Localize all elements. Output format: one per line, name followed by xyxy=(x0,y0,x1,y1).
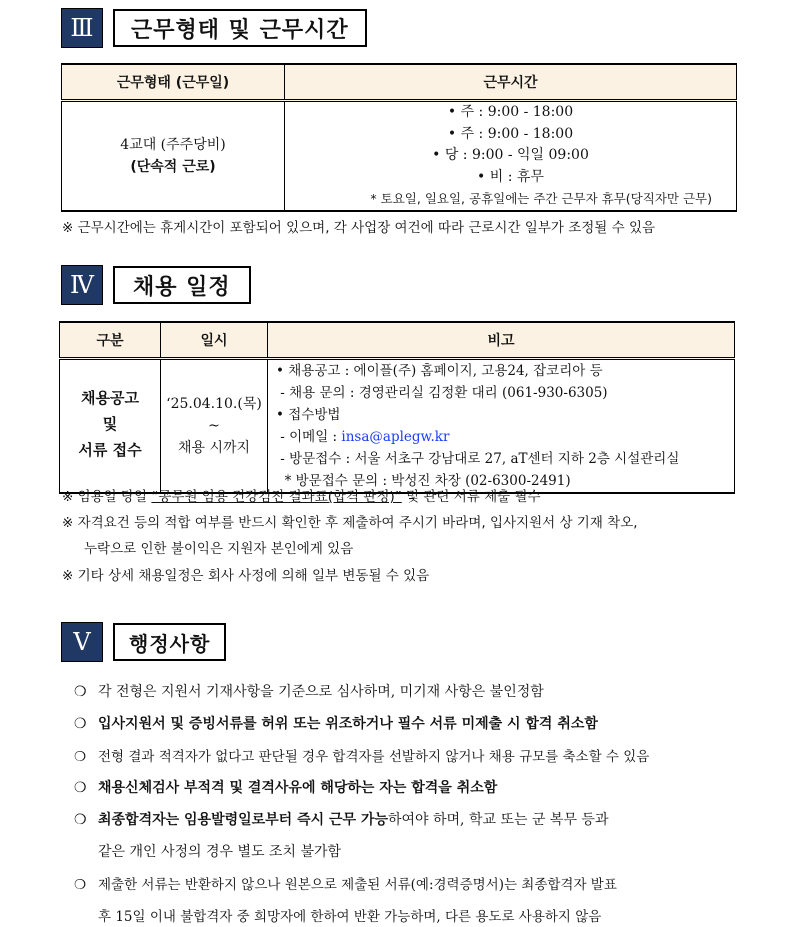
section-title: 채용 일정 xyxy=(113,266,251,304)
schedule-table xyxy=(59,321,735,494)
admin-item: ❍ 각 전형은 지원서 기재사항을 기준으로 심사하며, 미기재 사항은 불인정함 xyxy=(74,684,544,700)
admin-item: ❍ 전형 결과 적격자가 없다고 판단될 경우 합격자를 선발하지 않거나 채용 규모를 축소할 수 있음 xyxy=(74,749,650,765)
remark-line: • 접수방법 xyxy=(276,407,341,423)
bullet-icon: ❍ xyxy=(74,877,87,893)
category-text: 채용공고 xyxy=(81,389,139,407)
section-numeral: Ⅳ xyxy=(61,265,103,305)
bullet-icon: ❍ xyxy=(74,716,87,732)
remark-line: * 방문접수 문의 : 박성진 차장 (02-6300-2491) xyxy=(276,473,571,489)
header-cell: 일시 xyxy=(161,322,268,359)
remark-line: - 방문접수 : 서울 서초구 강남대로 27, aT센터 지하 2층 시설관리실 xyxy=(276,451,680,467)
bullet-icon: ❍ xyxy=(74,812,87,828)
work-hours-table xyxy=(61,63,737,212)
date-text: ‘25.04.10.(목) xyxy=(166,396,262,412)
header-cell: 구분 xyxy=(60,322,161,359)
hours-line: • 주 : 9:00 - 18:00 xyxy=(447,104,574,120)
remark-line: • 채용공고 : 에이플(주) 홈페이지, 고용24, 잡코리아 등 xyxy=(276,363,603,379)
note: ※ 임용일 당일 “공무원 임용 건강검진 결과표(합격 판정)” 및 관련 서류 제출 필수 xyxy=(62,489,541,505)
hours-line: • 비 : 휴무 xyxy=(477,168,544,185)
date-text: ~ xyxy=(208,418,220,434)
bullet-icon: ❍ xyxy=(74,780,87,796)
date-text: 채용 시까지 xyxy=(177,440,251,456)
admin-item-continued: 후 15일 이내 불합격자 중 희망자에 한하여 반환 가능하며, 다른 용도로 사용하지 않음 xyxy=(98,909,602,925)
underlined-requirement: “공무원 임용 건강검진 결과표(합격 판정)” xyxy=(151,489,402,505)
admin-item-continued: 같은 개인 사정의 경우 별도 조치 불가함 xyxy=(98,844,342,860)
note: ※ 근무시간에는 휴게시간이 포함되어 있으며, 각 사업장 여건에 따라 근로시간 일부가 조정될 수 있음 xyxy=(62,220,656,236)
hours-footnote: * 토요일, 일요일, 공휴일에는 주간 근무자 휴무(당직자만 근무) xyxy=(370,191,712,206)
bullet-icon: ❍ xyxy=(74,684,87,700)
category-text: 서류 접수 xyxy=(78,441,142,459)
header-cell: 비고 xyxy=(268,322,735,359)
note-continued: 누락으로 인한 불이익은 지원자 본인에게 있음 xyxy=(84,541,354,557)
admin-item: ❍ 입사지원서 및 증빙서류를 허위 또는 위조하거나 필수 서류 미제출 시 합격 취소함 xyxy=(74,716,598,732)
admin-item: ❍ 채용신체검사 부적격 및 결격사유에 해당하는 자는 합격을 취소함 xyxy=(74,780,498,796)
admin-item: ❍ 최종합격자는 임용발령일로부터 즉시 근무 가능하여야 하며, 학교 또는 군 복무 등과 xyxy=(74,812,609,828)
section-header-5 xyxy=(61,622,226,662)
hours-line: • 주 : 9:00 - 18:00 xyxy=(447,125,574,142)
section-header-3 xyxy=(61,8,367,48)
section-title: 행정사항 xyxy=(113,623,226,661)
header-cell: 근무시간 xyxy=(285,64,737,101)
section-numeral: Ⅴ xyxy=(61,622,103,662)
note: ※ 기타 상세 채용일정은 회사 사정에 의해 일부 변동될 수 있음 xyxy=(62,568,430,584)
category-text: 및 xyxy=(102,415,118,433)
work-type: 4교대 (주주당비) xyxy=(120,136,226,153)
email-link[interactable]: insa@aplegw.kr xyxy=(341,429,450,445)
email-label: - 이메일 : xyxy=(276,429,342,445)
admin-item: ❍ 제출한 서류는 반환하지 않으나 원본으로 제출된 서류(예:경력증명서)는 최종합격자 발표 xyxy=(74,877,617,893)
work-type-note: (단속적 근로) xyxy=(130,158,216,175)
remark-line xyxy=(276,426,734,448)
section-numeral: Ⅲ xyxy=(61,8,103,48)
section-title: 근무형태 및 근무시간 xyxy=(113,9,367,47)
note: ※ 자격요건 등의 적합 여부를 반드시 확인한 후 제출하여 주시기 바라며, 입사지원서 상 기재 착오, xyxy=(62,515,638,531)
header-cell: 근무형태 (근무일) xyxy=(62,64,285,101)
remark-line: - 채용 문의 : 경영관리실 김정환 대리 (061-930-6305) xyxy=(276,385,608,401)
bullet-icon: ❍ xyxy=(74,749,87,765)
hours-line: • 당 : 9:00 - 익일 09:00 xyxy=(432,147,589,163)
section-header-4 xyxy=(61,265,251,305)
